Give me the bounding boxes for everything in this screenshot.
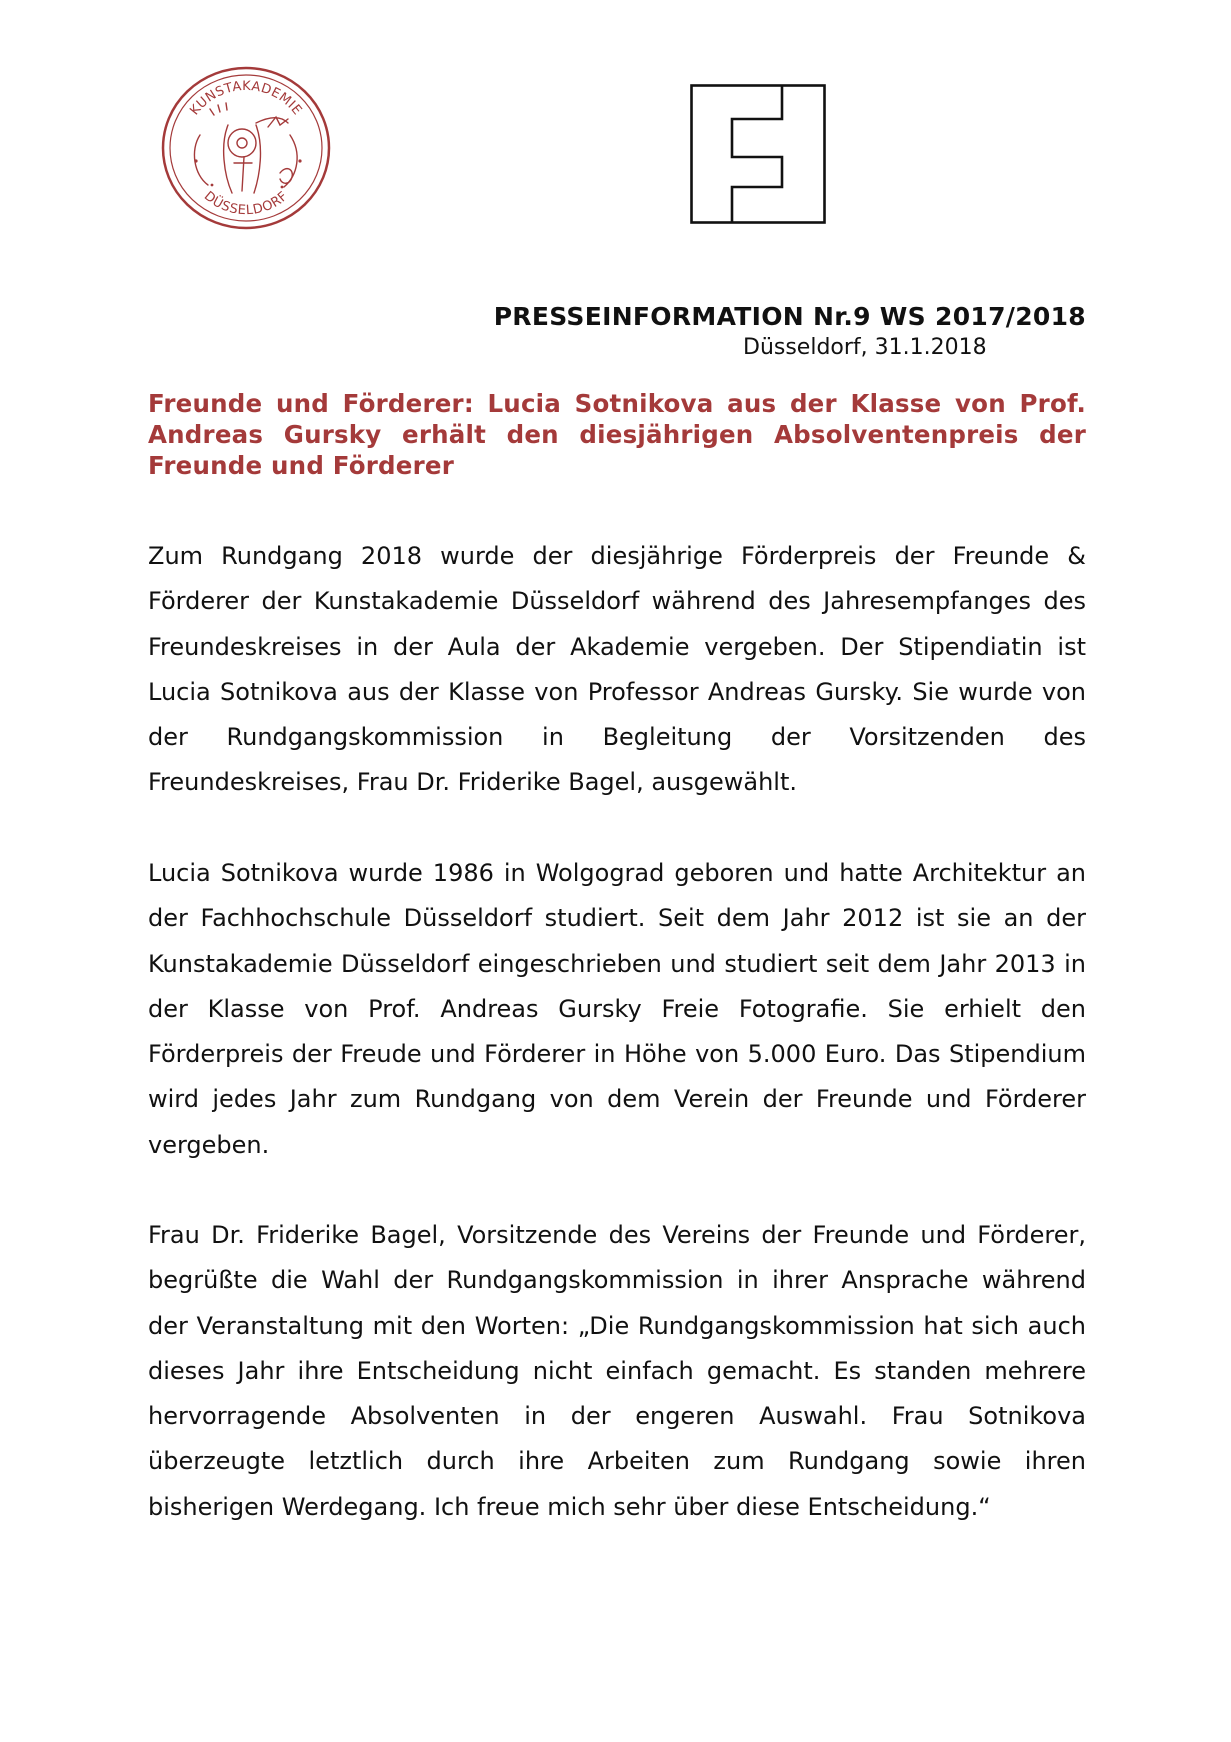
seal-top-text: KUNSTAKADEMIE <box>187 78 305 119</box>
body-paragraph: Zum Rundgang 2018 wurde der diesjährige Förderpreis der Freunde & Förderer der Kunstakademie Düsseldorf während des Jahresempfanges des Freundeskreises in der Aula der Akademie vergeben. Der Stipendiatin ist Lucia Sotnikova aus der Klasse von Professor Andreas Gursky. Sie wurde von der Rundgangskommission in Begleitung der Vorsitzenden des Freundeskreises, Frau Dr. Friderike Bagel, ausgewählt. <box>148 542 1086 797</box>
svg-text:DÜSSELDORF <box>201 189 291 219</box>
headline: Freunde und Förderer: Lucia Sotnikova aus der Klasse von Prof. Andreas Gursky erhält den diesjährigen Absolventenpreis der Freunde und Förderer <box>148 389 1086 480</box>
academy-seal-icon <box>160 65 332 231</box>
place-date: Düsseldorf, 31.1.2018 <box>743 335 987 360</box>
press-info-heading: PRESSEINFORMATION Nr.9 WS 2017/2018 <box>493 302 1086 331</box>
svg-text:KUNSTAKADEMIE <box>187 79 304 118</box>
seal-bottom-text: DÜSSELDORF <box>200 188 292 219</box>
body-paragraph: Lucia Sotnikova wurde 1986 in Wolgograd geboren und hatte Architektur an der Fachhochschule Düsseldorf studiert. Seit dem Jahr 2012 ist sie an der Kunstakademie Düsseldorf eingeschrieben und studiert seit dem Jahr 2013 in der Klasse von Prof. Andreas Gursky Freie Fotografie. Sie erhielt den Förderpreis der Freude und Förderer in Höhe von 5.000 Euro. Das Stipendium wird jedes Jahr zum Rundgang von dem Verein der Freunde und Förderer vergeben. <box>148 859 1086 1159</box>
freunde-foerderer-square-logo-icon <box>690 84 826 224</box>
body-paragraph: Frau Dr. Friderike Bagel, Vorsitzende des Vereins der Freunde und Förderer, begrüßte die Wahl der Rundgangskommission in ihrer Ansprache während der Veranstaltung mit den Worten: „Die Rundgangskommission hat sich auch dieses Jahr ihre Entscheidung nicht einfach gemacht. Es standen mehrere hervorragende Absolventen in der engeren Auswahl. Frau Sotnikova überzeugte letztlich durch ihre Arbeiten zum Rundgang sowie ihren bisherigen Werdegang. Ich freue mich sehr über diese Entscheidung.“ <box>148 1221 1086 1521</box>
